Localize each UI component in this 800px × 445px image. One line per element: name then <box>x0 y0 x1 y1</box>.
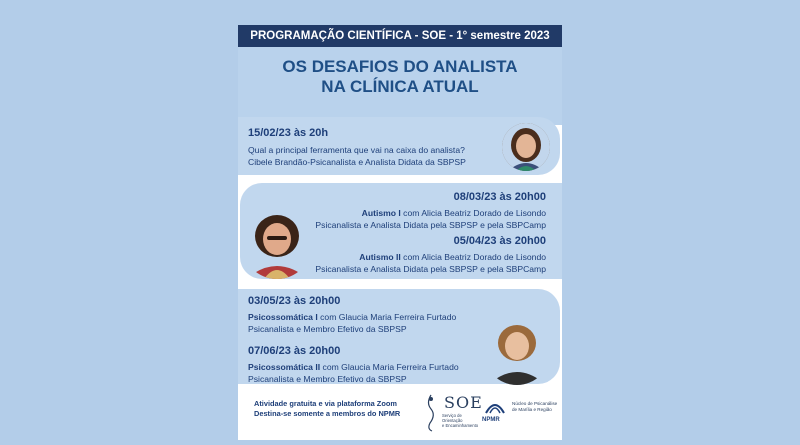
npmr-wordmark: NPMR <box>482 417 500 423</box>
event-topic: Autismo II <box>359 252 401 262</box>
soe-logo <box>422 391 482 436</box>
speaker-photo-glaucia <box>484 319 550 385</box>
event-speaker: Cibele Brandão-Psicanalista e Analista Didata da SBPSP <box>248 157 466 167</box>
footer-line-2: Destina-se somente a membros do NPMR <box>254 409 401 418</box>
event-date: 08/03/23 às 20h00 <box>453 191 546 203</box>
event-topic-rest: com Alicia Beatriz Dorado de Lisondo <box>400 208 546 218</box>
event-speaker: Psicanalista e Membro Efetivo da SBPSP <box>248 324 407 334</box>
event-topic-line <box>362 208 546 218</box>
event-date: 07/06/23 às 20h00 <box>248 345 341 357</box>
npmr-emblem-icon <box>484 397 506 415</box>
event-topic: Psicossomática I <box>248 312 318 322</box>
event-date: 05/04/23 às 20h00 <box>453 235 546 247</box>
event-topic-line <box>248 362 459 372</box>
soe-subtitle-line-1: Serviço de Orientação <box>442 413 463 423</box>
npmr-description-line-1: Núcleo de Psicanálise <box>512 401 558 406</box>
soe-subtitle-line-2: e Encaminhamento <box>442 423 479 428</box>
event-topic-rest: com Glaucia Maria Ferreira Furtado <box>320 362 459 372</box>
event-card-2 <box>240 183 562 279</box>
speaker-photo-cibele <box>502 123 550 171</box>
footer <box>238 389 562 440</box>
npmr-logo <box>482 397 562 435</box>
soe-subtitle <box>442 413 482 428</box>
poster-title <box>238 57 562 97</box>
event-topic-rest: com Glaucia Maria Ferreira Furtado <box>317 312 457 322</box>
title-line-2: NA CLÍNICA ATUAL <box>321 77 479 96</box>
header-bar: PROGRAMAÇÃO CIENTÍFICA - SOE - 1° semestre 2023 <box>238 25 562 47</box>
event-topic-line <box>248 312 456 322</box>
speaker-photo-alicia <box>242 209 312 279</box>
soe-wordmark: SOE <box>444 393 483 412</box>
event-topic-line <box>359 252 546 262</box>
event-speaker: Psicanalista e Analista Didata pela SBPSP e pela SBPCamp <box>315 264 546 274</box>
event-topic: Autismo I <box>361 208 401 218</box>
event-poster <box>238 25 562 440</box>
event-date: 03/05/23 às 20h00 <box>248 295 341 307</box>
title-line-1: OS DESAFIOS DO ANALISTA <box>282 57 518 76</box>
npmr-description <box>512 401 557 413</box>
event-topic: Psicossomática II <box>248 362 321 372</box>
event-speaker: Psicanalista e Analista Didata pela SBPSP e pela SBPCamp <box>315 220 546 230</box>
event-question: Qual a principal ferramenta que vai na caixa do analista? <box>248 145 465 155</box>
event-speaker: Psicanalista e Membro Efetivo da SBPSP <box>248 374 407 384</box>
event-card-1 <box>238 117 560 175</box>
event-date: 15/02/23 às 20h <box>248 127 329 139</box>
event-topic-rest: com Alicia Beatriz Dorado de Lisondo <box>400 252 546 262</box>
figure-icon <box>422 393 440 433</box>
footer-line-1: Atividade gratuita e via plataforma Zoom <box>254 399 397 408</box>
npmr-description-line-2: de Marília e Região <box>512 407 552 412</box>
title-band <box>238 47 562 125</box>
event-card-3 <box>238 289 560 384</box>
